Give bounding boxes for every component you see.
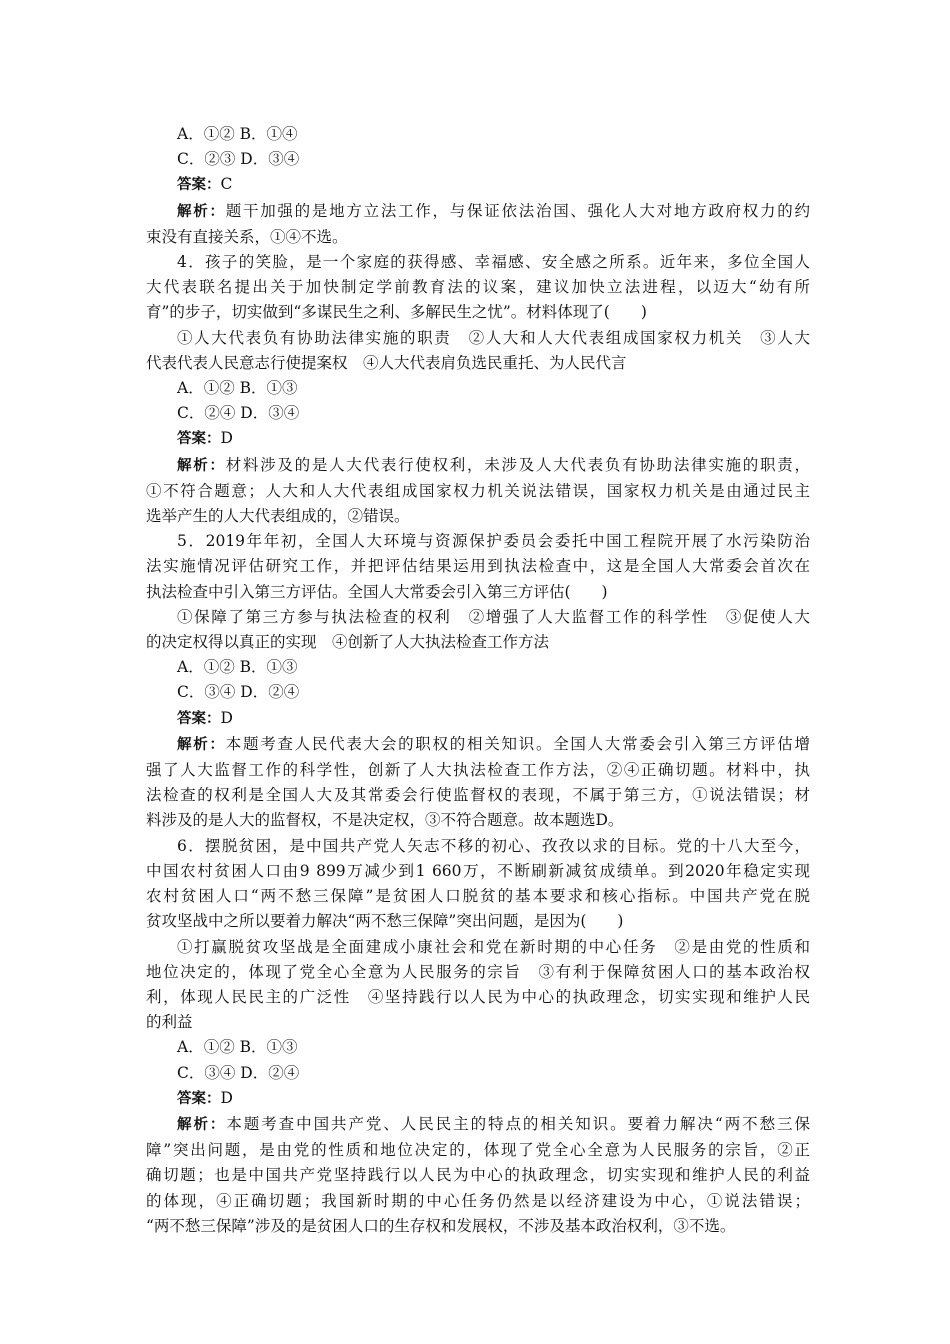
analysis-text: 题干加强的是地方立法工作，与保证依法治国、强化人大对地方政府权力的约: [225, 201, 810, 220]
question-line: 4．孩子的笑脸，是一个家庭的获得感、幸福感、安全感之所系。近年来，多位全国人: [177, 253, 810, 272]
answer-label: 答案：: [177, 431, 221, 448]
answer-line: [146, 1086, 810, 1112]
answer-line: [146, 706, 810, 732]
analysis-line: [146, 453, 810, 479]
question-line: 6．摆脱贫困，是中国共产党人矢志不移的初心、孜孜以求的目标。党的十八大至今，: [177, 836, 810, 855]
document-page: [146, 122, 810, 1239]
analysis-text: 本题考查人民代表大会的职权的相关知识。全国人大常委会引入第三方评估增: [225, 734, 810, 753]
option-line: A．①② B．①③: [177, 379, 298, 398]
question-line: 5．2019年年初，全国人大环境与资源保护委员会委托中国工程院开展了水污染防治: [177, 532, 810, 551]
analysis-line: “两不愁三保障”涉及的是贫困人口的生存权和发展权，不涉及基本政治权利，③不选。: [146, 1216, 736, 1235]
analysis-text: 材料涉及的是人大代表行使权利，未涉及人大代表负有协助法律实施的职责，: [225, 455, 810, 474]
statement-line: 利，体现人民民主的广泛性 ④坚持践行以人民为中心的执政理念，切实实现和维护人民: [146, 987, 810, 1006]
question-line: 贫攻坚战中之所以要着力解决“两不愁三保障”突出问题，是因为( ): [146, 912, 624, 931]
answer-value: D: [220, 1088, 233, 1107]
answer-value: D: [220, 708, 233, 727]
analysis-line: 法检查的权利是全国人大及其常委会行使监督权的表现，不属于第三方，①说法错误；材: [146, 786, 810, 805]
analysis-line: ①不符合题意；人大和人大代表组成国家权力机关说法错误，国家权力机关是由通过民主: [146, 481, 810, 500]
analysis-label: 解析：: [177, 457, 226, 474]
option-line: C．③④ D．②④: [177, 683, 300, 702]
analysis-line: [146, 732, 810, 758]
analysis-line: 的体现，④正确切题；我国新时期的中心任务仍然是以经济建设为中心，①说法错误；: [146, 1191, 810, 1210]
answer-line: [146, 426, 810, 452]
answer-line: [146, 172, 810, 198]
statement-line: ①人大代表负有协助法律实施的职责 ②人大和人大代表组成国家权力机关 ③人大: [177, 328, 810, 347]
statement-line: 代表代表人民意志行使提案权 ④人大代表肩负选民重托、为人民代言: [146, 353, 627, 372]
option-line: C．②③ D．③④: [177, 150, 300, 169]
statement-line: 的利益: [146, 1013, 193, 1032]
analysis-line: 障”突出问题，是由党的性质和地位决定的，体现了党全心全意为人民服务的宗旨，②正: [146, 1141, 810, 1160]
answer-value: C: [220, 175, 233, 194]
analysis-line: 料涉及的是人大的监督权，不是决定权，③不符合题意。故本题选D。: [146, 811, 624, 830]
answer-label: 答案：: [177, 710, 221, 727]
option-line: C．③④ D．②④: [177, 1063, 300, 1082]
analysis-text: 本题考查中国共产党、人民民主的特点的相关知识。要着力解决“两不愁三保: [226, 1114, 810, 1133]
analysis-line: 选举产生的人大代表组成的，②错误。: [146, 507, 410, 526]
statement-line: ①保障了第三方参与执法检查的权利 ②增强了人大监督工作的科学性 ③促使人大: [177, 607, 810, 626]
question-line: 中国农村贫困人口由9 899万减少到1 660万，不断刷新减贫成绩单。到2020年稳定实现: [146, 861, 810, 880]
question-line: 育”的步子，切实做到“多谋民生之利、多解民生之忧”。材料体现了( ): [146, 303, 647, 322]
analysis-line: [146, 1112, 810, 1138]
answer-label: 答案：: [177, 177, 221, 194]
analysis-label: 解析：: [177, 203, 226, 220]
statement-line: ①打赢脱贫攻坚战是全面建成小康社会和党在新时期的中心任务 ②是由党的性质和: [177, 937, 810, 956]
analysis-line: [146, 199, 810, 225]
option-line: A．①② B．①③: [177, 1038, 298, 1057]
option-line: A．①② B．①③: [177, 658, 298, 677]
analysis-line: 强了人大监督工作的科学性，创新了人大执法检查工作方法，②④正确切题。材料中，执: [146, 761, 810, 780]
analysis-line: 确切题；也是中国共产党坚持践行以人民为中心的执政理念，切实实现和维护人民的利益: [146, 1166, 810, 1185]
statement-line: 的决定权得以真正的实现 ④创新了人大执法检查工作方法: [146, 633, 550, 652]
option-line: A．①② B．①④: [177, 125, 298, 143]
answer-label: 答案：: [177, 1090, 221, 1107]
statement-line: 地位决定的，体现了党全心全意为人民服务的宗旨 ③有利于保障贫困人口的基本政治权: [146, 962, 810, 981]
question-line: 法实施情况评估研究工作，并把评估结果运用到执法检查中，这是全国人大常委会首次在: [146, 557, 810, 576]
analysis-label: 解析：: [177, 736, 226, 753]
question-line: 农村贫困人口“两不愁三保障”是贫困人口脱贫的基本要求和核心指标。中国共产党在脱: [146, 887, 810, 906]
option-line: C．②④ D．③④: [177, 404, 300, 423]
analysis-label: 解析：: [177, 1116, 227, 1133]
question-line: 执法检查中引入第三方评估。全国人大常委会引入第三方评估( ): [146, 582, 608, 601]
answer-value: D: [220, 429, 233, 448]
question-line: 大代表联名提出关于加快制定学前教育法的议案，建议加快立法进程，以迈大“幼有所: [146, 278, 810, 297]
analysis-line: 束没有直接关系，①④不选。: [146, 227, 348, 246]
